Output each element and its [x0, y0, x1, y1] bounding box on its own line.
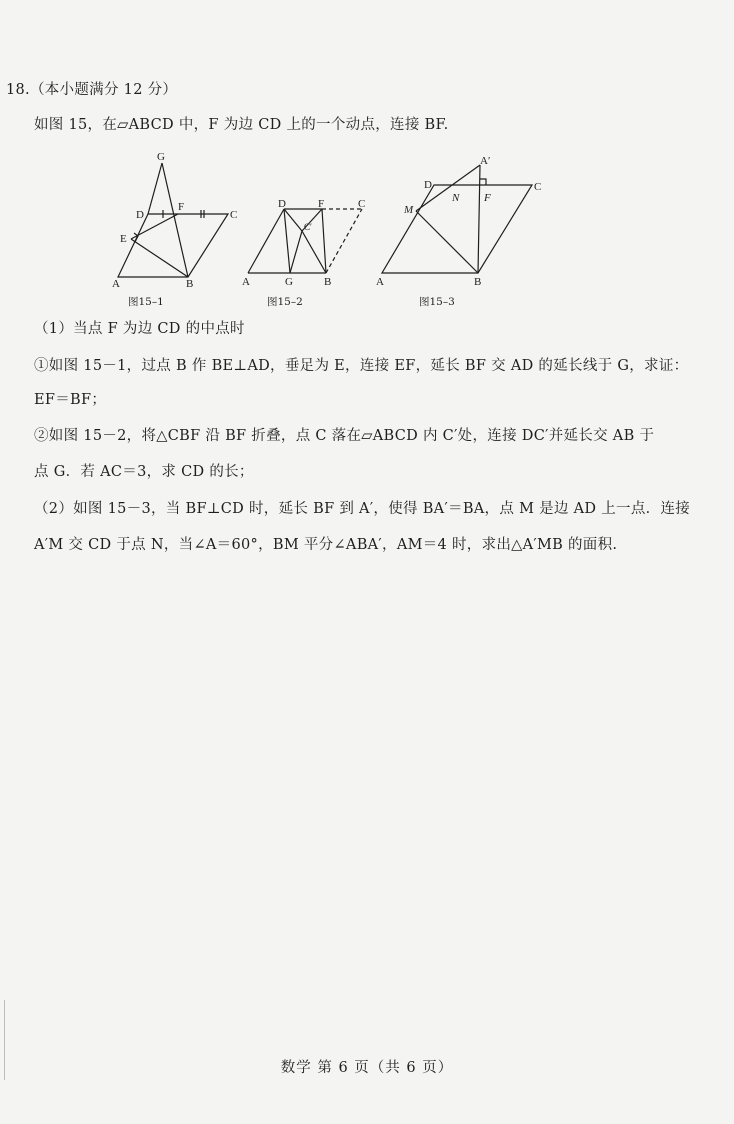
part1-b-line2: 点 G．若 AC＝3，求 CD 的长； [34, 464, 254, 480]
svg-text:G: G [285, 276, 293, 288]
svg-text:F: F [484, 192, 491, 204]
svg-text:A: A [376, 276, 384, 288]
svg-text:B: B [324, 276, 332, 288]
svg-text:A: A [242, 276, 250, 288]
svg-text:F: F [318, 198, 325, 210]
svg-text:C: C [358, 198, 366, 210]
page-footer: 数学 第 6 页（共 6 页） [280, 1060, 454, 1076]
part2-line2: A′M 交 CD 于点 N，当∠A＝60°，BM 平分∠ABA′，AM＝4 时，求出△A′MB 的面积. [34, 537, 618, 553]
figure-15-3 [372, 155, 552, 290]
figure-15-1 [110, 150, 240, 290]
svg-text:C: C [534, 181, 542, 193]
svg-text:C: C [230, 209, 238, 221]
part2-line1: （2）如图 15－3，当 BF⊥CD 时，延长 BF 到 A′，使得 BA′＝BA，点 M 是边 AD 上一点．连接 [34, 501, 691, 517]
svg-text:B: B [474, 276, 482, 288]
svg-text:B: B [186, 278, 194, 290]
svg-text:D: D [278, 198, 286, 210]
svg-text:C′: C′ [304, 222, 312, 232]
figure-15-1-caption: 图15–1 [128, 296, 164, 308]
part1-b-line1: ②如图 15－2，将△CBF 沿 BF 折叠，点 C 落在▱ABCD 内 C′处，连接 DC′并延长交 AB 于 [34, 428, 655, 444]
svg-text:F: F [178, 201, 185, 213]
fig1-label-D: D [136, 209, 144, 221]
svg-text:E: E [120, 233, 127, 245]
question-header: 18.（本小题满分 12 分） [6, 82, 178, 98]
svg-text:G: G [157, 151, 165, 163]
part1-a-line1: ①如图 15－1，过点 B 作 BE⊥AD，垂足为 E，连接 EF，延长 BF 交 AD 的延长线于 G，求证： [34, 358, 689, 374]
svg-text:A: A [112, 278, 120, 290]
part1-title: （1）当点 F 为边 CD 的中点时 [34, 321, 245, 337]
figure-15-2 [240, 195, 370, 290]
figure-15-2-caption: 图15–2 [267, 296, 303, 308]
svg-text:N: N [452, 192, 460, 204]
svg-text:A′: A′ [480, 155, 491, 167]
part1-a-line2: EF＝BF； [34, 392, 107, 408]
svg-text:M: M [404, 204, 414, 216]
question-stem: 如图 15，在▱ABCD 中，F 为边 CD 上的一个动点，连接 BF. [34, 117, 449, 133]
svg-text:D: D [424, 179, 432, 191]
figure-15-3-caption: 图15–3 [419, 296, 455, 308]
